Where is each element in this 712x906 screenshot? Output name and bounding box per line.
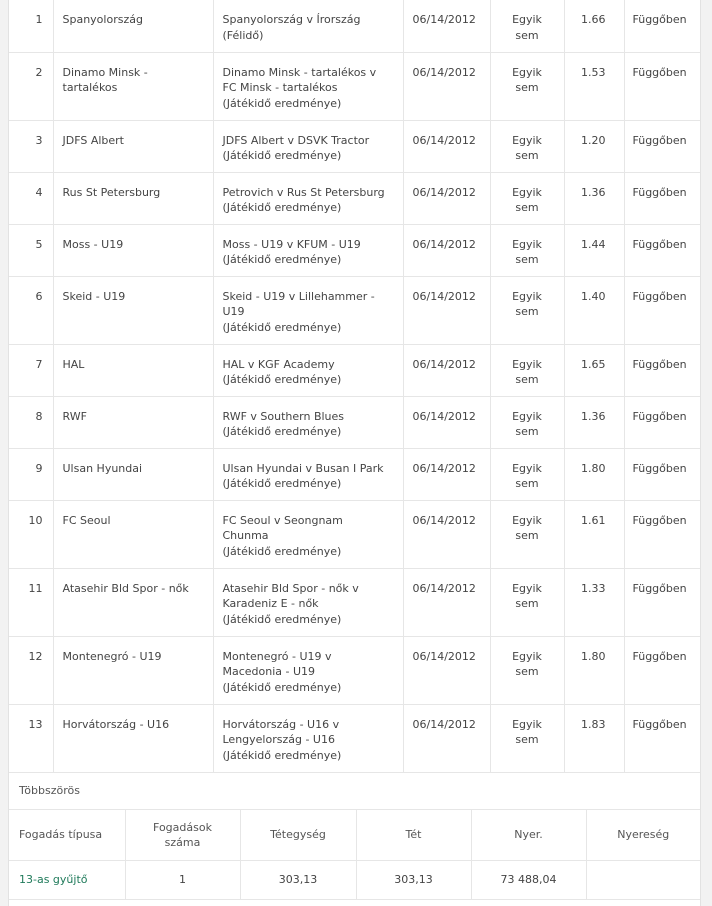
selection-type-text: Egyik (512, 237, 542, 251)
selection-type (490, 276, 564, 344)
selection-pick-text: Moss - U19 (62, 237, 124, 251)
selection-event (213, 52, 403, 120)
selection-row (9, 276, 700, 344)
selection-odds (564, 0, 624, 52)
selection-odds (564, 172, 624, 224)
selection-type-text: Egyik (512, 289, 542, 303)
selection-event-text: RWF v Southern Blues (222, 409, 345, 423)
selection-date (403, 120, 490, 172)
selection-row (9, 500, 700, 568)
selection-event (213, 448, 403, 500)
selection-date (403, 568, 490, 636)
selection-event-text: (Játékidő eredménye) (222, 373, 342, 386)
selection-type-text: sem (515, 665, 539, 678)
selection-pick (53, 172, 213, 224)
selection-type-text: Egyik (512, 649, 542, 663)
selection-number (9, 568, 53, 636)
selection-event-text: Lengyelország - U16 (222, 733, 335, 746)
multiples-row (9, 860, 700, 899)
selection-pick (53, 568, 213, 636)
selection-pick-text: Atasehir Bld Spor - nők (62, 581, 189, 595)
selection-type-text: Egyik (512, 717, 542, 731)
selection-number (9, 172, 53, 224)
selection-event-text: Chunma (222, 529, 269, 542)
selection-type (490, 448, 564, 500)
selection-status-text: Függőben (632, 13, 687, 26)
selection-status (624, 172, 700, 224)
selection-status (624, 636, 700, 704)
selection-type-text: sem (515, 28, 539, 42)
selection-number (9, 276, 53, 344)
header-unit-stake: Tétegység (240, 810, 356, 861)
selection-date-text: 06/14/2012 (412, 581, 476, 595)
selection-row (9, 448, 700, 500)
bet-count-value: 1 (125, 860, 240, 899)
selection-odds-text: 1.80 (581, 649, 606, 663)
selection-type-text: sem (515, 477, 539, 490)
selection-number (9, 500, 53, 568)
selection-status (624, 396, 700, 448)
selection-odds-text: 1.20 (581, 133, 606, 147)
selection-row (9, 636, 700, 704)
selection-row (9, 0, 700, 52)
selection-odds-text: 1.80 (581, 461, 606, 475)
selection-status-text: Függőben (632, 289, 687, 303)
selection-event-text: Moss - U19 v KFUM - U19 (222, 237, 361, 251)
selection-status-text: Függőben (632, 133, 687, 147)
selection-type-text: sem (515, 733, 539, 746)
selections-body (9, 0, 700, 772)
selection-odds (564, 704, 624, 772)
selection-event-text: Macedonia - U19 (222, 665, 316, 678)
selection-number-text: 9 (35, 461, 43, 475)
selection-number (9, 0, 53, 52)
selection-number-text: 2 (35, 65, 43, 79)
selection-event-text: Skeid - U19 v Lillehammer - (222, 289, 375, 303)
selection-date (403, 704, 490, 772)
selection-number (9, 448, 53, 500)
multiples-table (9, 810, 700, 900)
selection-pick (53, 636, 213, 704)
header-bet-type: Fogadás típusa (9, 810, 125, 861)
selection-date-text: 06/14/2012 (412, 65, 476, 79)
selection-pick (53, 276, 213, 344)
selection-status-text: Függőben (632, 237, 687, 251)
selection-pick-text: Horvátország - U16 (62, 717, 170, 731)
selection-event-text: (Játékidő eredménye) (222, 425, 342, 438)
selection-number-text: 11 (28, 581, 43, 595)
selection-odds-text: 1.65 (581, 357, 606, 371)
header-stake: Tét (356, 810, 471, 861)
payout-value: 73 488,04 (471, 860, 586, 899)
selection-status-text: Függőben (632, 717, 687, 731)
selection-odds-text: 1.66 (581, 13, 606, 26)
selection-event-text: (Játékidő eredménye) (222, 149, 342, 162)
selection-date (403, 396, 490, 448)
header-profit: Nyereség (586, 810, 700, 861)
selection-event-text: HAL v KGF Academy (222, 357, 335, 371)
selection-event (213, 396, 403, 448)
selection-date (403, 500, 490, 568)
selection-pick (53, 120, 213, 172)
multiples-header-row (9, 810, 700, 861)
selection-event (213, 568, 403, 636)
selection-number (9, 52, 53, 120)
selection-event (213, 120, 403, 172)
selection-row (9, 172, 700, 224)
selection-status-text: Függőben (632, 513, 687, 527)
selection-event (213, 704, 403, 772)
selection-odds (564, 344, 624, 396)
selection-type-text: Egyik (512, 185, 542, 199)
selection-event-text: (Játékidő eredménye) (222, 320, 342, 334)
selection-status (624, 344, 700, 396)
header-bet-count-text: Fogadások száma (153, 820, 212, 849)
bet-details-panel (8, 0, 701, 906)
selection-row (9, 704, 700, 772)
selection-odds (564, 448, 624, 500)
selection-event-text: U19 (222, 305, 245, 318)
selection-event-text: (Játékidő eredménye) (222, 96, 342, 110)
selection-odds (564, 500, 624, 568)
selection-event-text: (Játékidő eredménye) (222, 253, 342, 266)
selection-row (9, 52, 700, 120)
selection-type (490, 344, 564, 396)
selection-type-text: sem (515, 305, 539, 318)
selection-pick-text: Spanyolország (62, 13, 143, 26)
selection-status (624, 704, 700, 772)
selection-number (9, 704, 53, 772)
selection-status (624, 448, 700, 500)
selection-number-text: 12 (28, 649, 43, 663)
selection-number-text: 8 (35, 409, 43, 423)
selection-type-text: sem (515, 253, 539, 266)
selection-odds-text: 1.36 (581, 409, 606, 423)
selection-status (624, 224, 700, 276)
selection-odds (564, 636, 624, 704)
selection-date (403, 172, 490, 224)
selection-row (9, 396, 700, 448)
selection-event-text: FC Minsk - tartalékos (222, 81, 338, 94)
selection-pick-text: Rus St Petersburg (62, 185, 161, 199)
selection-type-text: Egyik (512, 13, 542, 26)
selection-event-text: Karadeniz E - nők (222, 597, 319, 610)
selection-number-text: 10 (28, 513, 43, 527)
selection-event-text: (Játékidő eredménye) (222, 201, 342, 214)
selection-pick (53, 0, 213, 52)
selection-date-text: 06/14/2012 (412, 133, 476, 147)
selection-event-text: Ulsan Hyundai v Busan I Park (222, 461, 384, 475)
selection-odds-text: 1.53 (581, 65, 606, 79)
selection-type-text: sem (515, 81, 539, 94)
selection-date-text: 06/14/2012 (412, 289, 476, 303)
selection-date-text: 06/14/2012 (412, 357, 476, 371)
selection-date (403, 448, 490, 500)
selection-type (490, 120, 564, 172)
selection-type (490, 0, 564, 52)
selection-event (213, 224, 403, 276)
selection-type (490, 396, 564, 448)
selection-odds (564, 120, 624, 172)
unit-stake-value: 303,13 (240, 860, 356, 899)
selection-date-text: 06/14/2012 (412, 717, 476, 731)
selection-status-text: Függőben (632, 65, 687, 79)
stake-value: 303,13 (356, 860, 471, 899)
selection-odds (564, 276, 624, 344)
selection-pick-text: Skeid - U19 (62, 289, 126, 303)
selection-type-text: Egyik (512, 513, 542, 527)
selection-type-text: sem (515, 373, 539, 386)
selection-date-text: 06/14/2012 (412, 461, 476, 475)
selection-event-text: FC Seoul v Seongnam (222, 513, 343, 527)
selection-number-text: 6 (35, 289, 43, 303)
selection-date-text: 06/14/2012 (412, 649, 476, 663)
profit-value (586, 860, 700, 899)
selection-pick-text: JDFS Albert (62, 133, 124, 147)
selection-status-text: Függőben (632, 357, 687, 371)
selection-odds (564, 52, 624, 120)
selection-odds (564, 224, 624, 276)
selection-status-text: Függőben (632, 649, 687, 663)
selection-number (9, 120, 53, 172)
selection-odds (564, 568, 624, 636)
selection-pick (53, 224, 213, 276)
selection-type (490, 500, 564, 568)
selection-pick-text: RWF (62, 409, 87, 423)
selection-number-text: 1 (35, 13, 43, 26)
selection-status-text: Függőben (632, 185, 687, 199)
selection-event-text: (Játékidő eredménye) (222, 612, 342, 626)
selection-event-text: Montenegró - U19 v (222, 649, 332, 663)
selection-type (490, 636, 564, 704)
selection-row (9, 224, 700, 276)
selection-odds-text: 1.36 (581, 185, 606, 199)
selection-status (624, 500, 700, 568)
selection-status (624, 276, 700, 344)
selection-pick (53, 344, 213, 396)
selection-number (9, 636, 53, 704)
selection-status-text: Függőben (632, 461, 687, 475)
selection-event-text: Spanyolország v Írország (222, 13, 361, 26)
selection-odds (564, 396, 624, 448)
selection-type-text: sem (515, 425, 539, 438)
selection-event-text: (Játékidő eredménye) (222, 748, 342, 762)
selection-date (403, 52, 490, 120)
selection-odds-text: 1.44 (581, 237, 606, 251)
selection-pick (53, 500, 213, 568)
selection-type (490, 52, 564, 120)
selection-date (403, 636, 490, 704)
selection-type-text: sem (515, 529, 539, 542)
selection-pick-text: FC Seoul (62, 513, 111, 527)
selection-type-text: sem (515, 149, 539, 162)
selection-event (213, 636, 403, 704)
selection-type-text: Egyik (512, 133, 542, 147)
selection-date-text: 06/14/2012 (412, 237, 476, 251)
selection-event-text: (Játékidő eredménye) (222, 544, 342, 558)
selection-number (9, 224, 53, 276)
selection-number-text: 3 (35, 133, 43, 147)
selection-event (213, 344, 403, 396)
selection-date (403, 224, 490, 276)
selection-date-text: 06/14/2012 (412, 409, 476, 423)
selection-type-text: sem (515, 201, 539, 214)
selection-type-text: Egyik (512, 581, 542, 595)
selection-pick-text: Ulsan Hyundai (62, 461, 143, 475)
selection-event (213, 0, 403, 52)
selection-status (624, 568, 700, 636)
selection-row (9, 344, 700, 396)
selection-event-text: Horvátország - U16 v (222, 717, 340, 731)
selection-event (213, 276, 403, 344)
selection-number (9, 344, 53, 396)
selection-status-text: Függőben (632, 409, 687, 423)
selection-odds-text: 1.61 (581, 513, 606, 527)
selection-date-text: 06/14/2012 (412, 185, 476, 199)
selection-type (490, 172, 564, 224)
selection-pick (53, 448, 213, 500)
selection-event-text: (Félidő) (222, 28, 264, 42)
selection-event (213, 500, 403, 568)
selection-pick-text: Dinamo Minsk - tartalékos (62, 65, 148, 94)
selection-odds-text: 1.83 (581, 717, 606, 731)
selection-event-text: JDFS Albert v DSVK Tractor (222, 133, 370, 147)
selection-odds-text: 1.40 (581, 289, 606, 303)
selection-event-text: (Játékidő eredménye) (222, 477, 342, 490)
selection-date (403, 0, 490, 52)
selection-pick (53, 396, 213, 448)
selection-pick (53, 704, 213, 772)
header-bet-count (125, 810, 240, 861)
selection-type-text: Egyik (512, 357, 542, 371)
selection-type (490, 568, 564, 636)
header-payout: Nyer. (471, 810, 586, 861)
selection-type (490, 704, 564, 772)
selection-type-text: sem (515, 597, 539, 610)
selection-status-text: Függőben (632, 581, 687, 595)
selections-table (9, 0, 700, 773)
bet-type-link[interactable]: 13-as gyűjtő (9, 860, 125, 899)
selection-type-text: Egyik (512, 65, 542, 79)
selection-date-text: 06/14/2012 (412, 13, 476, 26)
selection-type-text: Egyik (512, 461, 542, 475)
selection-row (9, 568, 700, 636)
selection-event (213, 172, 403, 224)
selection-number-text: 13 (28, 717, 43, 731)
selection-pick (53, 52, 213, 120)
selection-number-text: 4 (35, 185, 43, 199)
selection-row (9, 120, 700, 172)
selection-date-text: 06/14/2012 (412, 513, 476, 527)
selection-date (403, 344, 490, 396)
selection-number-text: 5 (35, 237, 43, 251)
selection-event-text: Petrovich v Rus St Petersburg (222, 185, 385, 199)
selection-event-text: Atasehir Bld Spor - nők v (222, 581, 359, 595)
multiples-title: Többszörös (9, 773, 700, 810)
selection-event-text: (Játékidő eredménye) (222, 680, 342, 694)
selection-number-text: 7 (35, 357, 43, 371)
selection-number (9, 396, 53, 448)
selection-odds-text: 1.33 (581, 581, 606, 595)
selection-status (624, 0, 700, 52)
selection-type-text: Egyik (512, 409, 542, 423)
selection-date (403, 276, 490, 344)
selection-status (624, 120, 700, 172)
selection-status (624, 52, 700, 120)
selection-type (490, 224, 564, 276)
selection-pick-text: Montenegró - U19 (62, 649, 162, 663)
selection-event-text: Dinamo Minsk - tartalékos v (222, 65, 377, 79)
selection-pick-text: HAL (62, 357, 85, 371)
